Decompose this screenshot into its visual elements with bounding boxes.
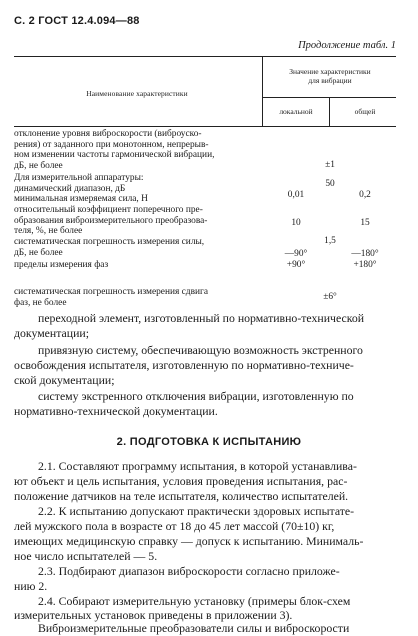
column-header-value [266,67,394,85]
table-main-vertical-rule [262,56,263,126]
table-value-merged: ±1 [325,160,335,170]
text-line: положение датчиков на теле испытателя, количество испытателей. [14,489,349,503]
characteristics-table [14,56,396,308]
table-value-merged: ±6° [323,292,337,302]
table-value-merged: 1,5 [324,236,336,246]
table-value-common: —180° +180° [351,249,379,270]
text-line: 2.3. Подбирают диапазон виброскорости согласно приложе- [38,564,340,578]
text-line: нию 2. [14,579,48,593]
table-row-name: систематическая погрешность измерения силы, дБ, не более [14,237,205,258]
text-line: 2.2. К испытанию допускают практически здоровых испытате- [38,504,355,518]
text-line: нормативно-технической документации. [14,404,218,418]
text-line: освобождения испытателя, изготовленную по нормативно-техниче- [14,358,354,372]
section-title: 2. ПОДГОТОВКА К ИСПЫТАНИЮ [116,436,302,448]
table-continuation-label: Продолжение табл. 1 [298,40,396,51]
column-header-characteristic: Наименование характеристики [86,89,188,98]
column-header-value-line-2: для вибрации [308,76,352,85]
text-line: лей мужского пола в возрасте от 18 до 45 лет массой (70±10) кг, [14,519,335,533]
text-line: переходной элемент, изготовленный по нормативно-технической [38,311,365,325]
page-header: С. 2 ГОСТ 12.4.094—88 [14,15,140,27]
text-line: 2.4. Собирают измерительную установку (примеры блок-схем [38,594,351,608]
text-line: Виброизмерительные преобразователи силы и виброскорости [38,621,350,635]
text-line: ное число испытателей — 5. [14,549,158,563]
text-line: ют объект и цель испытания, условия проведения испытания, рас- [14,474,348,488]
table-header-bottom-rule [14,126,396,127]
table-row-name: Для измерительной аппаратуры: динамический диапазон, дБ [14,173,144,194]
table-row-name: систематическая погрешность измерения сдвига фаз, не более [14,287,209,308]
table-value-local: 0,01 [287,190,305,200]
text-line: ской документации; [14,373,115,387]
text-line: документации; [14,326,89,340]
text-line: имеющих медицинскую справку — допуск к испытанию. Минималь- [14,534,364,548]
table-row-name: относительный коэффициент поперечного пре- образования виброизмерительного преобразова- теля, %, не более [14,205,208,237]
table-sub-vertical-rule [329,97,330,126]
text-line: систему экстренного отключения вибрации, изготовленную по [38,389,354,403]
table-value-merged: 50 [325,179,335,189]
column-header-value-line-1: Значение характеристики [289,67,371,76]
table-value-local: 10 [291,218,301,228]
text-line: привязную систему, обеспечивающую возможность экстренного [38,343,363,357]
table-row-name: минимальная измеряемая сила, Н [14,194,148,204]
table-value-local: —90° +90° [284,249,308,270]
text-line: 2.1. Составляют программу испытания, в которой устанавлива- [38,459,357,473]
text-line: измерительных установок приведены в приложении 3). [14,608,293,622]
table-row-name: отклонение уровня виброскорости (виброуско- рения) от заданного при монотонном, непрерыв- ном изменении частоты гармонической вибрации, дБ, не более [14,129,215,171]
table-value-common: 15 [360,218,370,228]
column-header-common: общей [354,107,376,116]
table-top-rule [14,56,396,57]
table-row-name: пределы измерения фаз [14,260,109,270]
column-header-local: локальной [279,107,313,116]
table-value-common: 0,2 [359,190,371,200]
